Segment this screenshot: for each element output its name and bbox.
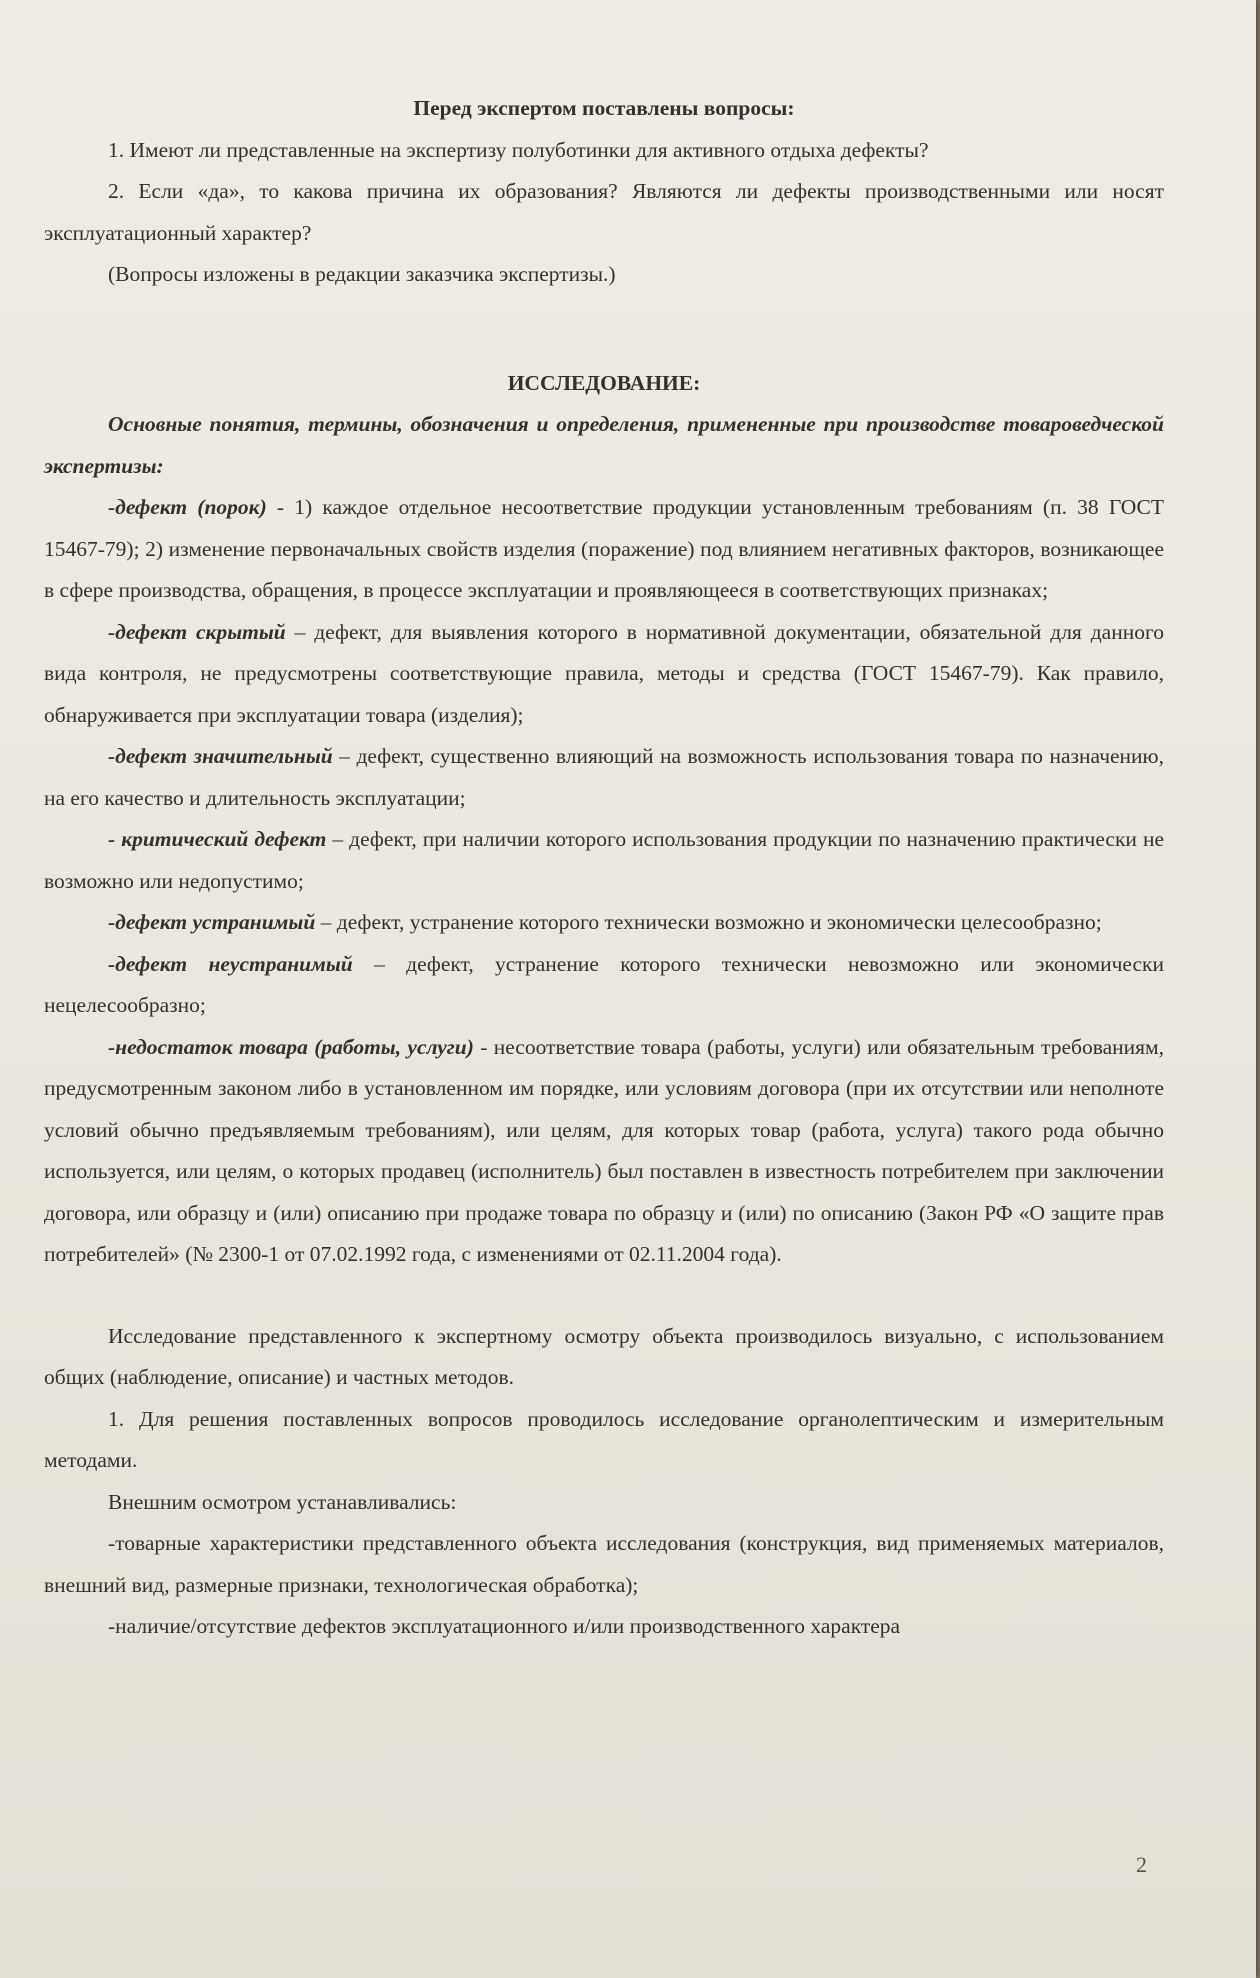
question-2: 2. Если «да», то какова причина их образования? Являются ли дефекты производственными или носят эксплуатационный характер? <box>44 179 1164 245</box>
definition-item <box>44 1027 1164 1276</box>
definition-text: – дефект, устранение которого технически возможно и экономически целесообразно; <box>315 910 1102 934</box>
inspection-heading: Внешним осмотром устанавливались: <box>108 1489 457 1514</box>
definition-text: – дефект, для выявления которого в нормативной документации, обязательной для данного вида контроля, не предусмотрены соответствующие правила, методы и средства (ГОСТ 15467-79). Как правило, обнаруживается при эксплуатации товара (изделия); <box>44 619 1164 727</box>
page-number: 2 <box>1136 1852 1147 1877</box>
definitions-list <box>44 487 1164 1276</box>
definition-text: - несоответствие товара (работы, услуги) или обязательным требованиям, предусмотренным законом либо в установленном им порядке, или условиям договора (при их отсутствии или неполноте условий обычно предъявляемым требованиям), или целям, для которых товар (работа, услуга) такого рода обычно используется, или целям, о которых продавец (исполнитель) был поставлен в известность потребителем при заключении договора, или образцу и (или) описанию при продаже товара по образцу и (или) по описанию (Закон РФ «О защите прав потребителей» (№ 2300-1 от 07.02.1992 года, с изменениями от 02.11.2004 года). <box>44 1034 1164 1266</box>
definition-term: - критический дефект <box>108 827 327 851</box>
definition-text: – дефект, существенно влияющий на возможность использования товара по назначению, на его качество и длительность эксплуатации; <box>44 744 1164 810</box>
definition-text: - 1) каждое отдельное несоответствие продукции установленным требованиям (п. 38 ГОСТ 15467-79); 2) изменение первоначальных свойств изделия (поражение) под влиянием негативных факторов, возникающее в сфере производства, обращения, в процессе эксплуатации и проявляющееся в соответствующих признаках; <box>44 495 1164 602</box>
terms-heading: Основные понятия, термины, обозначения и определения, примененные при производстве товароведческой экспертизы: <box>44 412 1164 478</box>
definition-item <box>44 612 1164 737</box>
definition-item <box>44 902 1164 944</box>
definition-item <box>44 487 1164 612</box>
definition-term: -дефект устранимый <box>108 910 316 934</box>
questions-note: (Вопросы изложены в редакции заказчика экспертизы.) <box>108 262 616 286</box>
inspection-item: -наличие/отсутствие дефектов эксплуатационного и/или производственного характера <box>108 1614 901 1638</box>
definition-text: – дефект, при наличии которого использования продукции по назначению практически не возможно или недопустимо; <box>44 827 1164 893</box>
definition-term: -дефект значительный <box>108 744 333 768</box>
definition-item <box>44 944 1164 1027</box>
document-body <box>44 88 1164 1648</box>
question-1: 1. Имеют ли представленные на экспертизу полуботинки для активного отдыха дефекты? <box>108 137 929 162</box>
questions-heading: Перед экспертом поставлены вопросы: <box>413 96 795 120</box>
definition-term: -дефект скрытый <box>108 619 286 644</box>
research-intro: Исследование представленного к экспертному осмотру объекта производилось визуально, с использованием общих (наблюдение, описание) и частных методов. <box>44 1323 1164 1389</box>
research-heading: ИССЛЕДОВАНИЕ: <box>507 370 701 395</box>
definition-item <box>44 736 1164 819</box>
definition-term: -недостаток товара (работы, услуги) <box>108 1034 474 1059</box>
definition-item <box>44 819 1164 902</box>
definition-text: – дефект, устранение которого технически невозможно или экономически нецелесообразно; <box>44 951 1164 1017</box>
inspection-item: -товарные характеристики представленного объекта исследования (конструкция, вид применяемых материалов, внешний вид, размерные признаки, технологическая обработка); <box>44 1531 1164 1597</box>
definition-term: -дефект неустранимый <box>108 951 353 976</box>
spacer <box>44 296 1164 363</box>
definition-term: -дефект (порок) <box>108 495 267 519</box>
research-point-1: 1. Для решения поставленных вопросов проводилось исследование органолептическим и измерительным методами. <box>44 1406 1164 1472</box>
spacer <box>44 1276 1164 1316</box>
